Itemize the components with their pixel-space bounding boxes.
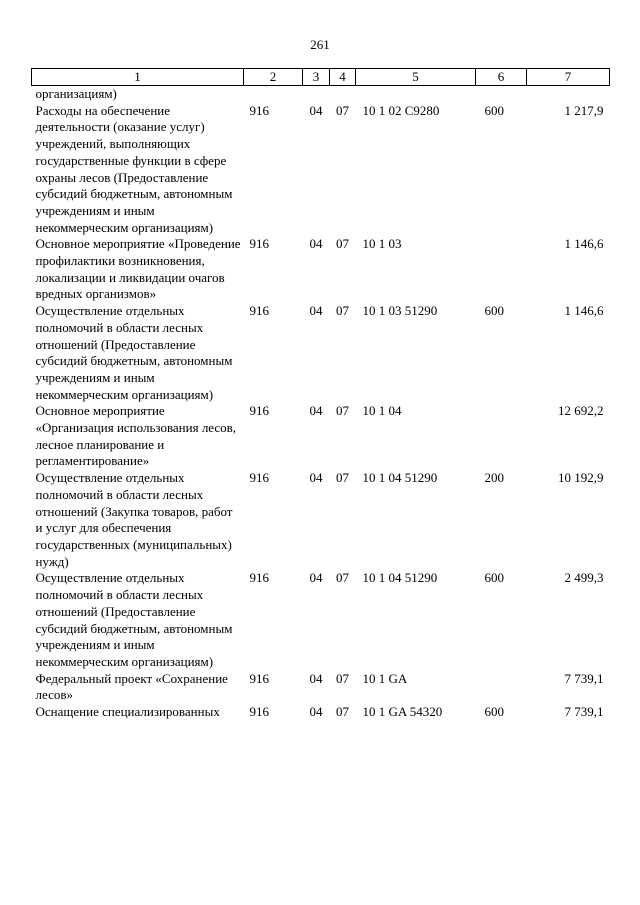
column-number-header-row — [32, 69, 610, 86]
table-row — [32, 403, 610, 470]
row-subsection: 07 — [336, 670, 349, 686]
row-name: Основное мероприятие «Проведение профилактики возникновения, локализации и ликвидации очагов вредных организмов» — [35, 236, 241, 302]
table-row — [32, 303, 610, 403]
row-code: 916 — [249, 403, 269, 419]
table-row — [32, 86, 610, 103]
row-expense-type — [476, 86, 527, 103]
row-name: Осуществление отдельных полномочий в области лесных отношений (Предоставление субсидий бюджетным, автономным учреждениям и иным некоммерческим организациям) — [35, 303, 233, 402]
row-code: 916 — [249, 303, 269, 319]
table-row — [32, 103, 610, 237]
row-name: Основное мероприятие «Организация использования лесов, лесное планирование и регламентирование» — [35, 403, 237, 469]
table-row — [32, 236, 610, 303]
table-row — [32, 671, 610, 704]
row-section: 04 — [309, 303, 323, 319]
row-amount — [527, 86, 610, 103]
table-row — [32, 570, 610, 670]
column-number-header: 3 — [303, 69, 330, 86]
row-target-article: 10 1 04 — [362, 403, 402, 419]
row-code: 916 — [249, 670, 269, 686]
column-number-header: 1 — [32, 69, 244, 86]
row-target-article: 10 1 02 С9280 — [362, 102, 440, 118]
row-section: 04 — [309, 570, 323, 586]
row-name: Оснащение специализированных — [35, 704, 220, 720]
row-amount: 7 739,1 — [564, 704, 604, 720]
row-code: 916 — [249, 570, 269, 586]
row-expense-type: 600 — [484, 102, 504, 118]
column-number-header: 6 — [476, 69, 527, 86]
row-target-article: 10 1 GA 54320 — [362, 704, 443, 720]
row-section: 04 — [309, 670, 323, 686]
page-number: 261 — [310, 37, 330, 52]
row-amount: 10 192,9 — [558, 470, 604, 486]
budget-table — [31, 68, 610, 721]
row-name: Осуществление отдельных полномочий в области лесных отношений (Предоставление субсидий бюджетным, автономным учреждениям и иным некоммерческим организациям) — [35, 570, 233, 669]
row-target-article: 10 1 GA — [362, 670, 408, 686]
row-amount: 7 739,1 — [564, 670, 604, 686]
column-number-header: 2 — [244, 69, 303, 86]
row-amount: 2 499,3 — [564, 570, 604, 586]
row-target-article: 10 1 04 51290 — [362, 470, 438, 486]
row-amount: 1 146,6 — [564, 236, 604, 252]
row-target-article: 10 1 04 51290 — [362, 570, 438, 586]
row-code — [244, 86, 303, 103]
row-section: 04 — [309, 403, 323, 419]
row-name: Расходы на обеспечение деятельности (оказание услуг) учреждений, выполняющих государственные функции в сфере охраны лесов (Предоставление субсидий бюджетным, автономным учреждениям и иным некоммерческим организациям) — [35, 102, 233, 235]
row-amount: 12 692,2 — [558, 403, 604, 419]
row-section: 04 — [309, 102, 323, 118]
row-section: 04 — [309, 470, 323, 486]
row-expense-type — [476, 236, 527, 303]
row-expense-type: 200 — [484, 470, 504, 486]
row-section: 04 — [309, 236, 323, 252]
row-subsection: 07 — [336, 470, 349, 486]
row-expense-type: 600 — [484, 570, 504, 586]
row-code: 916 — [249, 704, 269, 720]
column-number-header: 5 — [356, 69, 476, 86]
row-subsection: 07 — [336, 236, 349, 252]
row-subsection: 07 — [336, 102, 349, 118]
row-name: организациям) — [35, 86, 117, 101]
row-name: Осуществление отдельных полномочий в области лесных отношений (Закупка товаров, работ и услуг для обеспечения государственных (муниципальных) нужд) — [35, 470, 233, 569]
row-amount: 1 146,6 — [564, 303, 604, 319]
row-target-article: 10 1 03 51290 — [362, 303, 438, 319]
row-name: Федеральный проект «Сохранение лесов» — [35, 670, 228, 703]
row-expense-type: 600 — [484, 704, 504, 720]
row-section — [303, 86, 330, 103]
row-subsection: 07 — [336, 570, 349, 586]
row-code: 916 — [249, 102, 269, 118]
row-expense-type — [476, 403, 527, 470]
row-code: 916 — [249, 470, 269, 486]
row-subsection: 07 — [336, 704, 349, 720]
row-section: 04 — [309, 704, 323, 720]
table-row — [32, 704, 610, 721]
table-row — [32, 470, 610, 570]
row-amount: 1 217,9 — [564, 102, 604, 118]
row-target-article: 10 1 03 — [362, 236, 402, 252]
row-subsection: 07 — [336, 403, 349, 419]
column-number-header: 4 — [330, 69, 356, 86]
row-target-article — [356, 86, 476, 103]
row-subsection — [330, 86, 356, 103]
row-expense-type — [476, 671, 527, 704]
column-number-header: 7 — [527, 69, 610, 86]
row-expense-type: 600 — [484, 303, 504, 319]
row-subsection: 07 — [336, 303, 349, 319]
row-code: 916 — [249, 236, 269, 252]
